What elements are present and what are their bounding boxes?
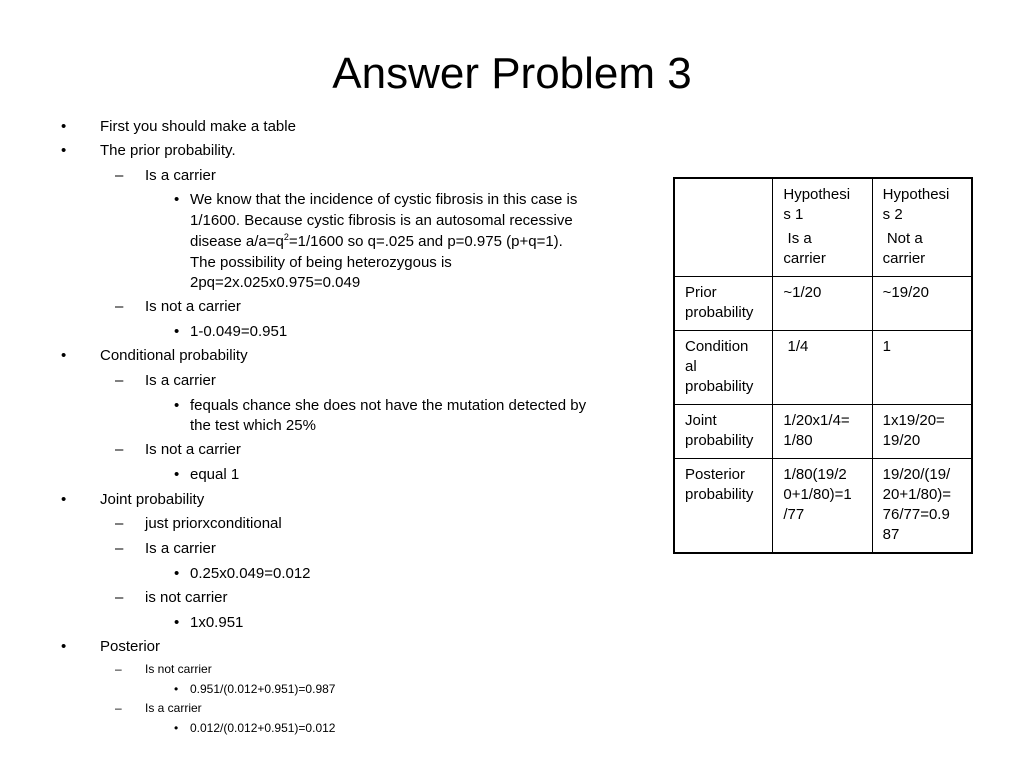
slide-title: Answer Problem 3 [332,49,692,98]
bullet-marker: • [61,118,67,135]
table-cell: 1/80(19/2 0+1/80)=1 /77 [773,459,872,554]
table-row-label: Joint probability [674,405,773,459]
bullet-marker: • [61,347,67,364]
table-cell: 1x19/20= 19/20 [872,405,972,459]
table-row [674,277,972,331]
dash-marker: – [115,540,124,557]
table-header-row [674,178,972,277]
bullet-marker: • [61,491,67,508]
bullet-marker: • [174,565,180,582]
table-header-cell: Hypothesi s 2 Not a carrier [872,178,972,277]
bullet-marker: • [174,397,180,414]
dash-marker: – [115,167,124,184]
list-item-continued: 1/1600. Because cystic fibrosis is an autosomal recessive [190,212,573,229]
bullet-marker: • [174,191,180,208]
table-row [674,459,972,554]
bullet-marker: • [174,721,179,735]
table-cell: 1/4 [773,331,872,405]
table-row-label: Prior probability [674,277,773,331]
dash-marker: – [115,662,122,676]
table-header-empty-cell [674,178,773,277]
dash-marker: – [115,441,124,458]
bullet-marker: • [174,323,180,340]
dash-marker: – [115,701,122,715]
bullet-marker: • [174,682,179,696]
table-cell: 19/20/(19/ 20+1/80)= 76/77=0.9 87 [872,459,972,554]
probability-table [673,177,973,554]
table-cell: 1 [872,331,972,405]
dash-marker: – [115,589,124,606]
table-row-label: Posterior probability [674,459,773,554]
dash-marker: – [115,298,124,315]
table-header-cell: Hypothesi s 1 Is a carrier [773,178,872,277]
bullet-marker: • [61,142,67,159]
table-row [674,331,972,405]
table-row-label: Condition al probability [674,331,773,405]
list-item-continued: disease $a/a=q^2=1/1600$ so q=.025 and p=0.975 (p+q=1). [190,232,563,250]
bullet-marker: • [174,614,180,631]
table-cell: 1/20x1/4= 1/80 [773,405,872,459]
table-cell: ~19/20 [872,277,972,331]
dash-marker: – [115,372,124,389]
list-item-continued: The possibility of being heterozygous is [190,254,452,271]
list-item-continued: 2pq=2x.025x0.975=0.049 [190,274,361,291]
bullet-marker: • [174,466,180,483]
dash-marker: – [115,515,124,532]
bullet-marker: • [61,638,67,655]
table-row [674,405,972,459]
table-cell: ~1/20 [773,277,872,331]
list-item-continued: the test which 25% [190,417,316,434]
superscript: 2 [283,232,289,242]
